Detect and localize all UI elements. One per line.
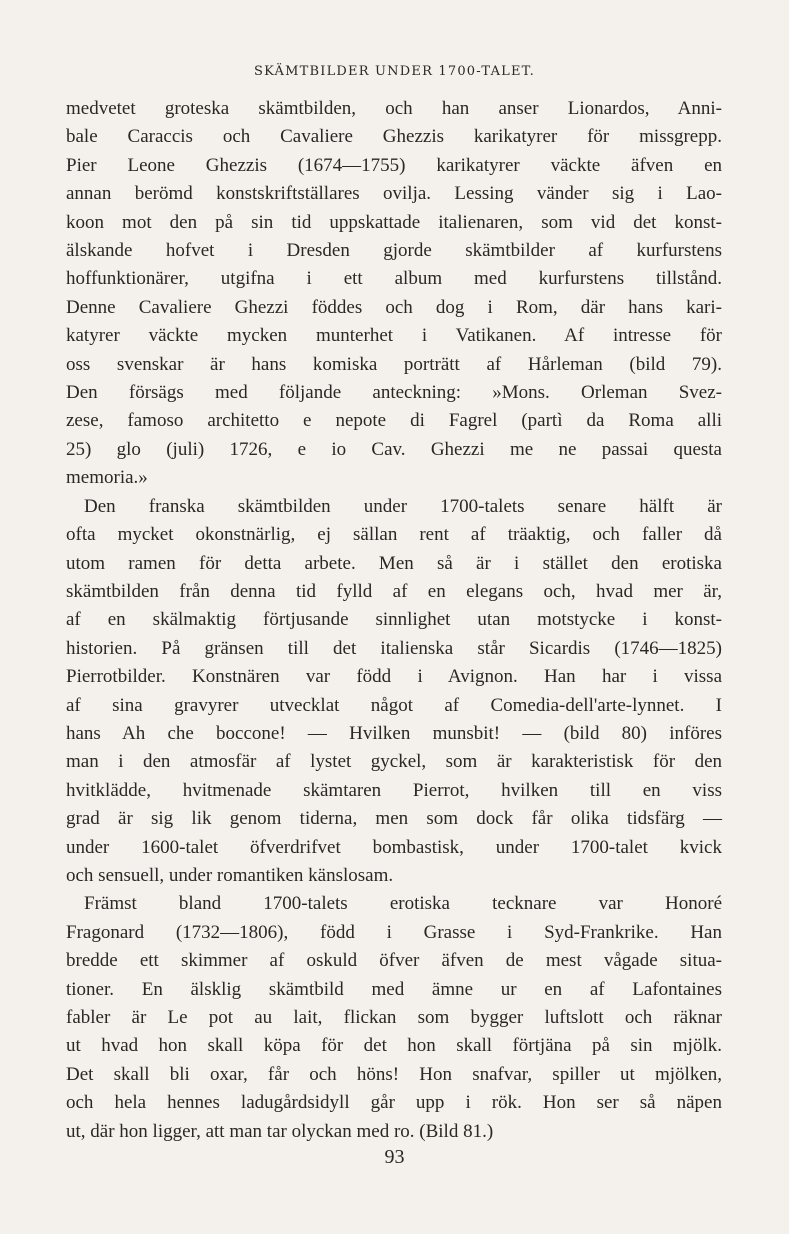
text-line: Den franska skämtbilden under 1700-talets senare hälft är xyxy=(84,495,722,517)
running-head: SKÄMTBILDER UNDER 1700-TALET. xyxy=(254,64,535,79)
text-line: och sensuell, under romantiken känslosam. xyxy=(66,864,394,886)
text-line: af en skälmaktig förtjusande sinnlighet utan motstycke i konst- xyxy=(66,609,722,631)
text-line: bale Caraccis och Cavaliere Ghezzis karikatyrer för missgrepp. xyxy=(66,126,722,148)
text-line: Den försägs med följande anteckning: »Mons. Orleman Svez- xyxy=(66,382,722,404)
text-line: hvitklädde, hvitmenade skämtaren Pierrot, hvilken till en viss xyxy=(66,779,722,801)
text-line: utom ramen för detta arbete. Men så är i stället den erotiska xyxy=(66,552,722,574)
text-line: hoffunktionärer, utgifna i ett album med kurfurstens tillstånd. xyxy=(66,268,722,290)
text-line: ofta mycket okonstnärlig, ej sällan rent af träaktig, och faller då xyxy=(66,524,722,546)
text-line: katyrer väckte mycken munterhet i Vatikanen. Af intresse för xyxy=(66,325,722,347)
text-line: ut, där hon ligger, att man tar olyckan med ro. (Bild 81.) xyxy=(66,1120,494,1142)
text-line: medvetet groteska skämtbilden, och han anser Lionardos, Anni- xyxy=(66,98,722,119)
text-line: koon mot den på sin tid uppskattade italienaren, som vid det konst- xyxy=(66,211,722,233)
text-line: under 1600-talet öfverdrifvet bombastisk, under 1700-talet kvick xyxy=(66,836,722,858)
text-line: annan berömd konstskriftställares ovilja. Lessing vänder sig i Lao- xyxy=(66,183,722,205)
text-line: memoria.» xyxy=(66,467,148,489)
text-line: af sina gravyrer utvecklat något af Comedia-dell'arte-lynnet. I xyxy=(66,694,722,716)
text-line: ut hvad hon skall köpa för det hon skall förtjäna på sin mjölk. xyxy=(66,1035,722,1057)
text-line: Pier Leone Ghezzis (1674—1755) karikatyrer väckte äfven en xyxy=(66,154,722,176)
text-line: Denne Cavaliere Ghezzi föddes och dog i Rom, där hans kari- xyxy=(66,296,722,318)
text-line: hans Ah che boccone! — Hvilken munsbit! — (bild 80) införes xyxy=(66,722,722,744)
text-line: man i den atmosfär af lystet gyckel, som är karakteristisk för den xyxy=(66,751,722,773)
text-line: älskande hofvet i Dresden gjorde skämtbilder af kurfurstens xyxy=(66,240,722,262)
text-line: Det skall bli oxar, får och höns! Hon snafvar, spiller ut mjölken, xyxy=(66,1063,722,1085)
text-line: historien. På gränsen till det italienska står Sicardis (1746—1825) xyxy=(66,637,722,659)
text-line: och hela hennes ladugårdsidyll går upp i rök. Hon ser så näpen xyxy=(66,1092,722,1114)
text-line: Fragonard (1732—1806), född i Grasse i Syd-Frankrike. Han xyxy=(66,921,722,943)
text-line: grad är sig lik genom tiderna, men som dock får olika tidsfärg — xyxy=(66,808,722,830)
text-line: bredde ett skimmer af oskuld öfver äfven de mest vågade situa- xyxy=(66,950,722,972)
text-line: Pierrotbilder. Konstnären var född i Avignon. Han har i vissa xyxy=(66,666,722,688)
page-number: 93 xyxy=(384,1146,405,1168)
text-line: fabler är Le pot au lait, flickan som bygger luftslott och räknar xyxy=(66,1007,722,1028)
body-text xyxy=(66,95,722,1146)
text-line: 25) glo (juli) 1726, e io Cav. Ghezzi me ne passai questa xyxy=(66,438,722,460)
text-line: skämtbilden från denna tid fylld af en elegans och, hvad mer är, xyxy=(66,580,722,602)
text-line: Främst bland 1700-talets erotiska tecknare var Honoré xyxy=(84,893,722,915)
text-line: tioner. En älsklig skämtbild med ämne ur en af Lafontaines xyxy=(66,978,722,1000)
text-line: oss svenskar är hans komiska porträtt af Hårleman (bild 79). xyxy=(66,353,722,375)
text-line: zese, famoso architetto e nepote di Fagrel (partì da Roma alli xyxy=(66,410,722,432)
